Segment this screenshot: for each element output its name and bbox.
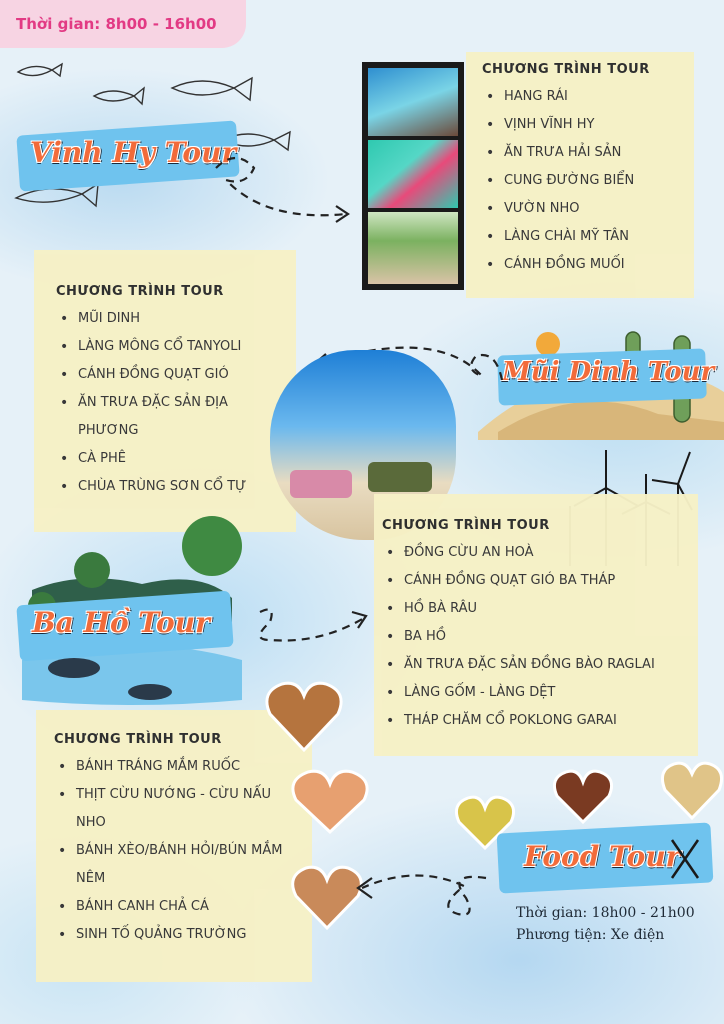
list-item: • VƯỜN NHO	[482, 195, 678, 223]
heart-photo-icon	[552, 766, 614, 826]
program-list	[482, 83, 678, 279]
mui-dinh-program	[34, 250, 296, 532]
list-item: • CÀ PHÊ	[56, 445, 276, 473]
program-title: CHƯƠNG TRÌNH TOUR	[482, 62, 650, 77]
list-item: • ĂN TRƯA ĐẶC SẢN ĐỒNG BÀO RAGLAI	[382, 651, 686, 679]
time-badge-text: Thời gian: 8h00 - 16h00	[16, 15, 217, 33]
list-item: • BÁNH XÈO/BÁNH HỎI/BÚN MẮM NÊM	[54, 837, 296, 893]
list-item: • BÁNH TRÁNG MẮM RUỐC	[54, 753, 296, 781]
list-item: • CÁNH ĐỒNG QUẠT GIÓ	[56, 361, 276, 389]
time-badge	[0, 0, 246, 48]
list-item: • CÁNH ĐỒNG QUẠT GIÓ BA THÁP	[382, 567, 686, 595]
food-vehicle: Phương tiện: Xe điện	[516, 927, 665, 943]
list-item: • LÀNG GỐM - LÀNG DỆT	[382, 679, 686, 707]
list-item: • MŨI DINH	[56, 305, 276, 333]
list-item: • CÁNH ĐỒNG MUỐI	[482, 251, 678, 279]
list-item: • CUNG ĐƯỜNG BIỂN	[482, 167, 678, 195]
heart-photo-icon	[660, 758, 724, 822]
photo-vineyard	[368, 212, 458, 284]
photo-kayak	[368, 140, 458, 208]
program-list	[56, 305, 276, 501]
fork-knife-icon	[664, 836, 704, 882]
arrow-icon	[346, 858, 496, 922]
program-list	[382, 539, 686, 735]
program-title: CHƯƠNG TRÌNH TOUR	[382, 518, 550, 533]
list-item: • LÀNG MÔNG CỔ TANYOLI	[56, 333, 276, 361]
list-item: • ĐỒNG CỪU AN HOÀ	[382, 539, 686, 567]
list-item: • HANG RÁI	[482, 83, 678, 111]
list-item: • ĂN TRƯA HẢI SẢN	[482, 139, 678, 167]
arrow-icon	[196, 150, 356, 230]
list-item: • THỊT CỪU NƯỚNG - CỪU NẤU NHO	[54, 781, 296, 837]
program-list	[54, 753, 296, 949]
food-info	[516, 902, 695, 946]
heart-photo-icon	[264, 676, 344, 756]
list-item: • CHÙA TRÙNG SƠN CỔ TỰ	[56, 473, 276, 501]
food-title: Food Tour	[524, 840, 681, 873]
list-item: • HỒ BÀ RÂU	[382, 595, 686, 623]
heart-photo-icon	[290, 766, 370, 836]
list-item: • BÁNH CANH CHẢ CÁ	[54, 893, 296, 921]
list-item: • THÁP CHĂM CỔ POKLONG GARAI	[382, 707, 686, 735]
list-item: • BA HỒ	[382, 623, 686, 651]
list-item: • LÀNG CHÀI MỸ TÂN	[482, 223, 678, 251]
photo-rocks	[368, 68, 458, 136]
ba-ho-program	[374, 494, 698, 756]
sun-icon	[536, 332, 560, 356]
program-title: CHƯƠNG TRÌNH TOUR	[56, 284, 224, 299]
vinh-hy-title: Vinh Hy Tour	[30, 136, 237, 169]
list-item: • SINH TỐ QUẢNG TRƯỜNG	[54, 921, 296, 949]
program-title: CHƯƠNG TRÌNH TOUR	[54, 732, 222, 747]
list-item: • VỊNH VĨNH HY	[482, 111, 678, 139]
arrow-icon	[240, 600, 376, 660]
ba-ho-title: Ba Hồ Tour	[32, 606, 210, 639]
food-time: Thời gian: 18h00 - 21h00	[516, 905, 695, 921]
mui-dinh-title: Mũi Dinh Tour	[502, 357, 715, 387]
vinh-hy-program	[466, 52, 694, 298]
list-item: • ĂN TRƯA ĐẶC SẢN ĐỊA PHƯƠNG	[56, 389, 276, 445]
vinh-hy-photo-strip	[362, 62, 464, 290]
